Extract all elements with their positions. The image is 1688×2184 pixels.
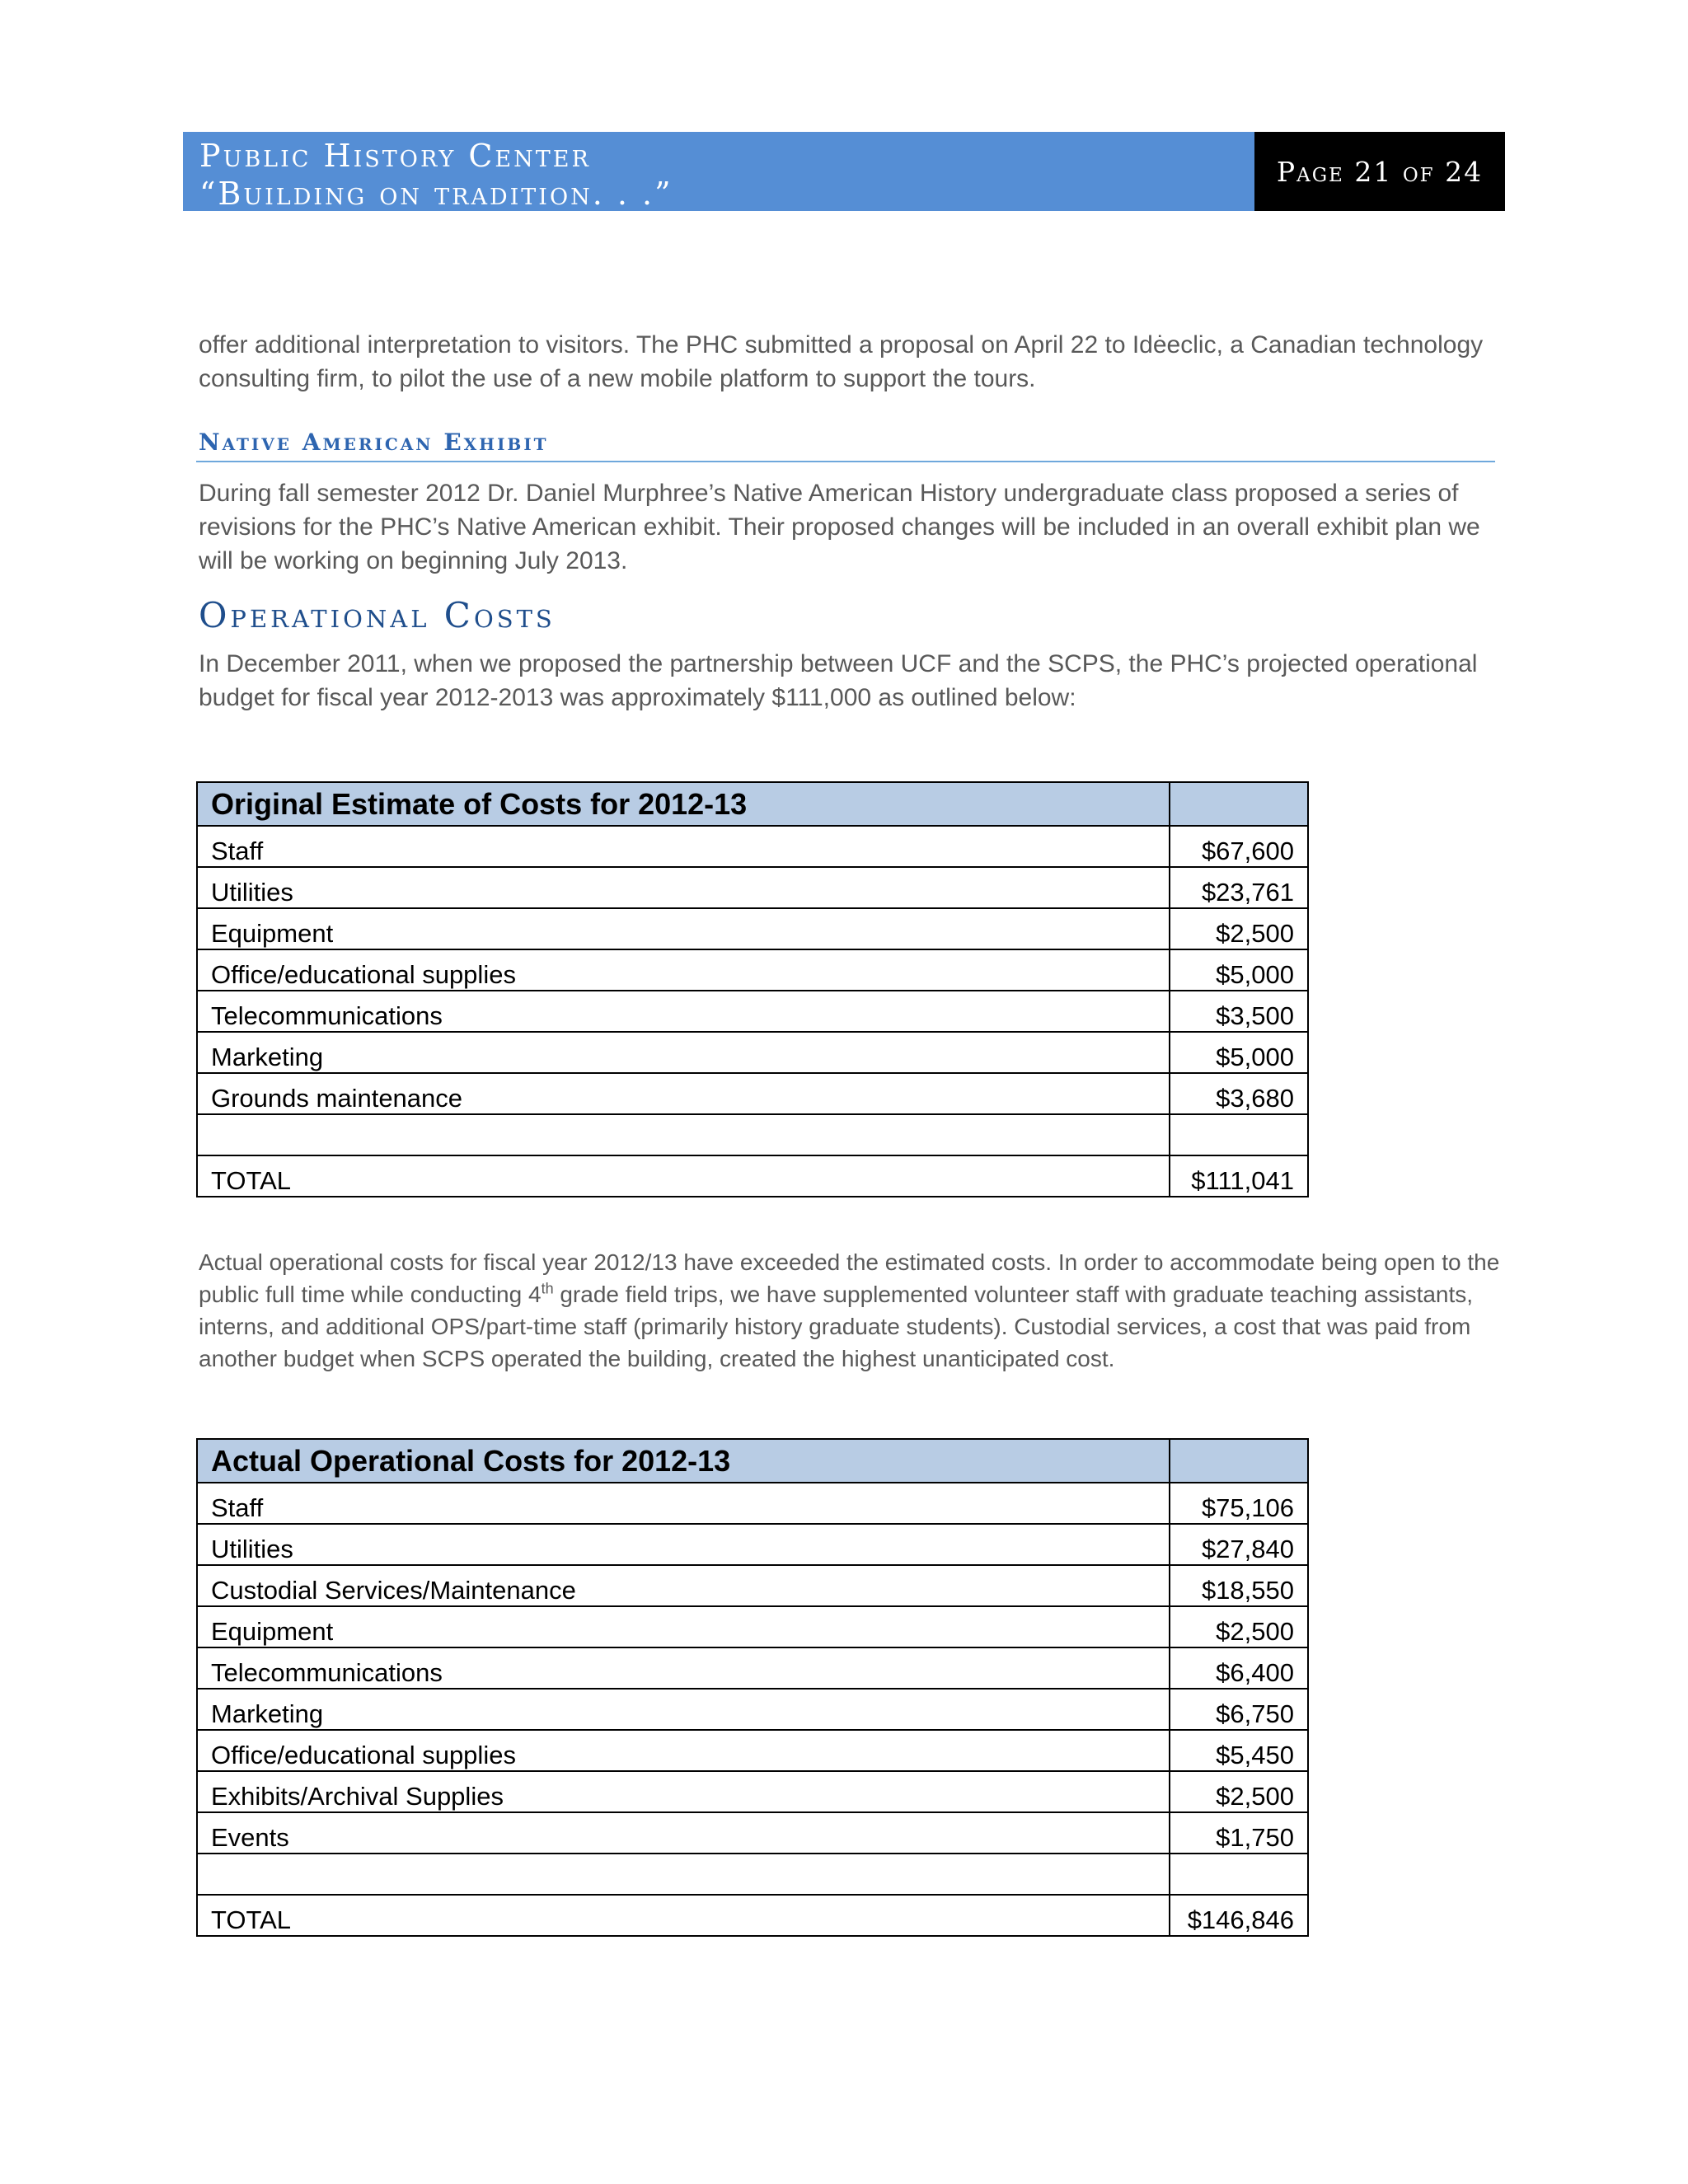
table-row (197, 991, 1308, 1032)
cost-item-cell: Telecommunications (197, 991, 1170, 1032)
table-row (197, 826, 1308, 867)
table-title: Actual Operational Costs for 2012-13 (197, 1439, 1170, 1483)
cost-item-cell: Marketing (197, 1689, 1170, 1730)
operational-costs-heading: Operational Costs (199, 595, 556, 635)
cost-amount-cell: $67,600 (1170, 826, 1308, 867)
cost-amount-cell: $146,846 (1170, 1895, 1308, 1936)
cost-amount-cell: $75,106 (1170, 1483, 1308, 1524)
native-american-exhibit-heading: Native American Exhibit (199, 429, 549, 456)
table-header-blank (1170, 1439, 1308, 1483)
actual-costs-paragraph (199, 1246, 1517, 1375)
cost-amount-cell: $27,840 (1170, 1524, 1308, 1565)
table-row (197, 867, 1308, 908)
cost-amount-cell: $3,680 (1170, 1073, 1308, 1114)
intro-paragraph: offer additional interpretation to visitors. The PHC submitted a proposal on April 22 to Idėeclic, a Canadian technology consulting firm, to pilot the use of a new mobile platform to support the tours. (199, 331, 1484, 392)
cost-amount-cell: $3,500 (1170, 991, 1308, 1032)
cost-item-cell: Events (197, 1812, 1170, 1854)
cost-item-cell: Exhibits/Archival Supplies (197, 1771, 1170, 1812)
cost-item-cell: Utilities (197, 1524, 1170, 1565)
table-row (197, 1854, 1308, 1895)
table-row (197, 1812, 1308, 1854)
cost-item-cell: Utilities (197, 867, 1170, 908)
actual-costs-table (196, 1438, 1309, 1937)
cost-item-cell: Grounds maintenance (197, 1073, 1170, 1114)
table-row (197, 1524, 1308, 1565)
cost-amount-cell: $5,450 (1170, 1730, 1308, 1771)
ordinal-suffix: th (541, 1280, 554, 1297)
page-number-box: Page 21 of 24 (1254, 132, 1505, 211)
cost-item-cell (197, 1854, 1170, 1895)
cost-item-cell (197, 1114, 1170, 1155)
table-title: Original Estimate of Costs for 2012-13 (197, 782, 1170, 826)
cost-amount-cell: $6,400 (1170, 1647, 1308, 1689)
cost-amount-cell: $18,550 (1170, 1565, 1308, 1606)
table-header-row (197, 782, 1308, 826)
table-row (197, 1606, 1308, 1647)
cost-item-cell: Staff (197, 826, 1170, 867)
original-estimate-table (196, 781, 1309, 1197)
cost-amount-cell: $6,750 (1170, 1689, 1308, 1730)
cost-amount-cell: $111,041 (1170, 1155, 1308, 1197)
table-row (197, 1771, 1308, 1812)
cost-amount-cell: $2,500 (1170, 1771, 1308, 1812)
cost-item-cell: Equipment (197, 1606, 1170, 1647)
table-row (197, 908, 1308, 949)
cost-amount-cell: $23,761 (1170, 867, 1308, 908)
cost-amount-cell: $2,500 (1170, 908, 1308, 949)
cost-item-cell: Marketing (197, 1032, 1170, 1073)
cost-item-cell: Telecommunications (197, 1647, 1170, 1689)
actual-text-part1: Actual operational costs for fiscal year 2012/13 have exceeded the estimated costs. In order to accommodate being open to the public full time while conducting 4 (199, 1249, 1500, 1307)
heading-divider (196, 461, 1495, 462)
table-row (197, 1730, 1308, 1771)
table-row (197, 1565, 1308, 1606)
cost-amount-cell: $1,750 (1170, 1812, 1308, 1854)
table-row (197, 1483, 1308, 1524)
cost-amount-cell: $5,000 (1170, 1032, 1308, 1073)
native-exhibit-paragraph: During fall semester 2012 Dr. Daniel Murphree’s Native American History undergraduate class proposed a series of revisions for the PHC’s Native American exhibit. Their proposed changes will be included in an overall exhibit plan we will be working on beginning July 2013. (199, 480, 1480, 574)
actual-text-part2: grade field trips, we have supplemented volunteer staff with graduate teaching assistants, interns, and additional OPS/part-time staff (primarily history graduate students). Custodial services, a cost that was paid from another budget when SCPS operated the building, created the highest unanticipated cost. (199, 1282, 1474, 1371)
table-header-blank (1170, 782, 1308, 826)
cost-item-cell: TOTAL (197, 1155, 1170, 1197)
cost-item-cell: Office/educational supplies (197, 949, 1170, 991)
header-titles (199, 137, 673, 213)
cost-amount-cell: $2,500 (1170, 1606, 1308, 1647)
table-row (197, 1032, 1308, 1073)
cost-item-cell: Office/educational supplies (197, 1730, 1170, 1771)
cost-amount-cell (1170, 1854, 1308, 1895)
table-row (197, 1114, 1308, 1155)
header-subtitle: “Building on tradition. . .” (199, 176, 673, 212)
table-header-row (197, 1439, 1308, 1483)
cost-item-cell: Staff (197, 1483, 1170, 1524)
cost-item-cell: TOTAL (197, 1895, 1170, 1936)
operational-costs-paragraph: In December 2011, when we proposed the partnership between UCF and the SCPS, the PHC’s projected operational budget for fiscal year 2012-2013 was approximately $111,000 as outlined below: (199, 650, 1478, 711)
cost-item-cell: Custodial Services/Maintenance (197, 1565, 1170, 1606)
header-title: Public History Center (199, 138, 591, 174)
table-row (197, 1647, 1308, 1689)
cost-amount-cell (1170, 1114, 1308, 1155)
page-header (183, 132, 1505, 211)
table-row (197, 949, 1308, 991)
table-row (197, 1895, 1308, 1936)
cost-amount-cell: $5,000 (1170, 949, 1308, 991)
table-row (197, 1073, 1308, 1114)
table-row (197, 1155, 1308, 1197)
table-row (197, 1689, 1308, 1730)
cost-item-cell: Equipment (197, 908, 1170, 949)
